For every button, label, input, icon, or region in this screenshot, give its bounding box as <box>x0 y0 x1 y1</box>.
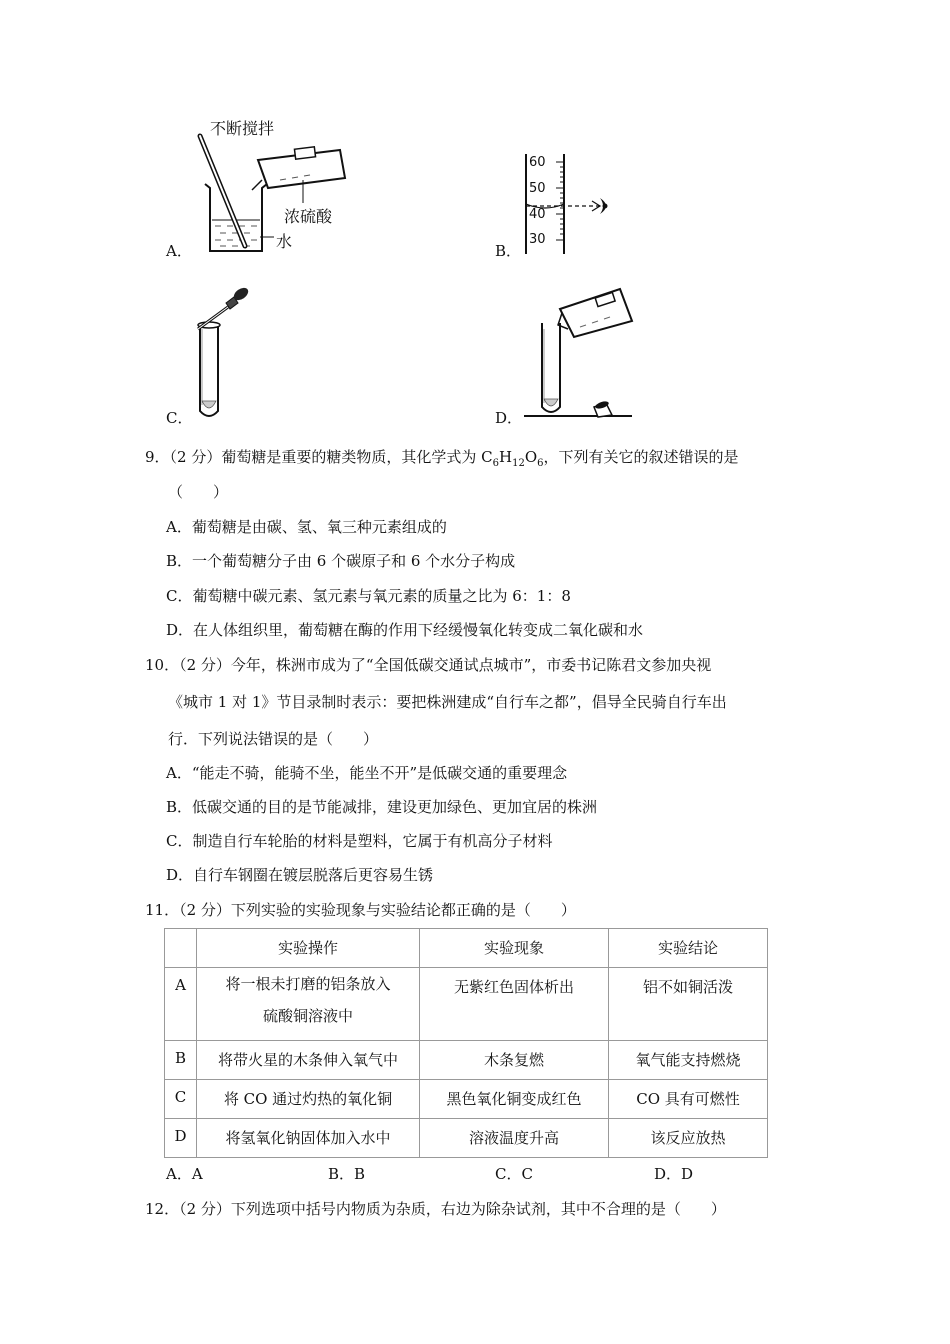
water-label: 水 <box>276 232 293 251</box>
row-operation: 将 CO 通过灼热的氧化铜 <box>197 1080 420 1119</box>
q10-line2: 《城市 1 对 1》节目录制时表示：要把株洲建成“自行车之都”，倡导全民骑自行车出 <box>168 693 727 711</box>
row-key: A <box>165 968 197 1041</box>
tick-50: 50 <box>529 181 546 196</box>
row-phenomenon: 无紫红色固体析出 <box>420 968 609 1041</box>
row-operation: 将带火星的木条伸入氧气中 <box>197 1041 420 1080</box>
q9-option-d: D．在人体组织里，葡萄糖在酶的作用下经缓慢氧化转变成二氧化碳和水 <box>166 621 644 639</box>
row-operation <box>197 968 420 1041</box>
option-a-label: A． <box>166 242 192 260</box>
row-conclusion: 铝不如铜活泼 <box>609 968 768 1041</box>
table-row <box>165 968 768 1041</box>
q11-answer-a: A．A <box>166 1165 203 1183</box>
row-key: B <box>165 1041 197 1080</box>
option-b-label: B． <box>495 242 522 260</box>
table-row <box>165 1119 768 1158</box>
header-cell-conclusion: 实验结论 <box>609 929 768 968</box>
row-key: D <box>165 1119 197 1158</box>
row-operation-line1: 将一根未打磨的铝条放入 <box>225 975 391 993</box>
row-operation-line2: 硫酸铜溶液中 <box>262 1007 353 1025</box>
header-cell-operation: 实验操作 <box>197 929 420 968</box>
q9-sub-o: 6 <box>537 458 544 469</box>
q9-stem-b: ，下列有关它的叙述错误的是 <box>543 448 739 466</box>
figure-c <box>188 285 258 425</box>
q10-option-c: C．制造自行车轮胎的材料是塑料，它属于有机高分子材料 <box>166 832 553 850</box>
q9-option-b: B．一个葡萄糖分子由 6 个碳原子和 6 个水分子构成 <box>166 552 516 570</box>
figure-a-drawing <box>190 118 350 258</box>
row-conclusion: CO 具有可燃性 <box>609 1080 768 1119</box>
q12-stem: 12．（2 分）下列选项中括号内物质为杂质，右边为除杂试剂，其中不合理的是（ ） <box>145 1200 726 1218</box>
q9-sub-h: 12 <box>512 458 525 469</box>
q9-option-a: A．葡萄糖是由碳、氢、氧三种元素组成的 <box>166 518 447 536</box>
figure-d <box>520 285 640 425</box>
q10-option-b: B．低碳交通的目的是节能减排，建设更加绿色、更加宜居的株洲 <box>166 798 598 816</box>
tick-40: 40 <box>529 207 546 222</box>
row-key: C <box>165 1080 197 1119</box>
table-row <box>165 1080 768 1119</box>
q9-stem <box>145 446 739 469</box>
q9-option-c: C．葡萄糖中碳元素、氢元素与氧元素的质量之比为 6：1：8 <box>166 587 571 605</box>
tick-60: 60 <box>529 155 546 170</box>
stir-label: 不断搅拌 <box>210 119 275 138</box>
experiment-table <box>164 928 768 1158</box>
row-phenomenon: 黑色氧化铜变成红色 <box>420 1080 609 1119</box>
header-cell-phenomenon: 实验现象 <box>420 929 609 968</box>
q10-option-d: D．自行车钢圈在镀层脱落后更容易生锈 <box>166 866 434 884</box>
q9-paren: （ ） <box>168 483 229 501</box>
q11-stem: 11．（2 分）下列实验的实验现象与实验结论都正确的是（ ） <box>145 901 576 919</box>
figure-d-drawing <box>520 285 640 425</box>
q10-line1: 10．（2 分）今年，株洲市成为了“全国低碳交通试点城市”，市委书记陈君文参加央视 <box>145 656 712 674</box>
header-cell-blank <box>165 929 197 968</box>
figure-a <box>190 118 350 258</box>
q9-sub-c: 6 <box>492 458 499 469</box>
q11-answer-c: C．C <box>495 1165 533 1183</box>
table-header-row <box>165 929 768 968</box>
q11-answer-b: B．B <box>328 1165 366 1183</box>
q9-o: O <box>524 448 538 466</box>
q11-answer-d: D．D <box>654 1165 694 1183</box>
q9-h: H <box>498 448 513 466</box>
row-phenomenon: 木条复燃 <box>420 1041 609 1080</box>
q9-stem-a: 9．（2 分）葡萄糖是重要的糖类物质，其化学式为 C <box>145 448 493 466</box>
table-row <box>165 1041 768 1080</box>
row-conclusion: 该反应放热 <box>609 1119 768 1158</box>
tick-30: 30 <box>529 232 546 247</box>
q10-line3: 行．下列说法错误的是（ ） <box>168 730 379 748</box>
acid-label: 浓硫酸 <box>284 207 333 226</box>
row-conclusion: 氧气能支持燃烧 <box>609 1041 768 1080</box>
q10-option-a: A．“能走不骑，能骑不坐，能坐不开”是低碳交通的重要理念 <box>166 764 568 782</box>
figure-b <box>520 150 630 260</box>
option-d-label: D． <box>495 409 523 427</box>
option-c-label: C． <box>166 409 193 427</box>
figure-c-drawing <box>188 285 258 425</box>
row-operation: 将氢氧化钠固体加入水中 <box>197 1119 420 1158</box>
row-phenomenon: 溶液温度升高 <box>420 1119 609 1158</box>
